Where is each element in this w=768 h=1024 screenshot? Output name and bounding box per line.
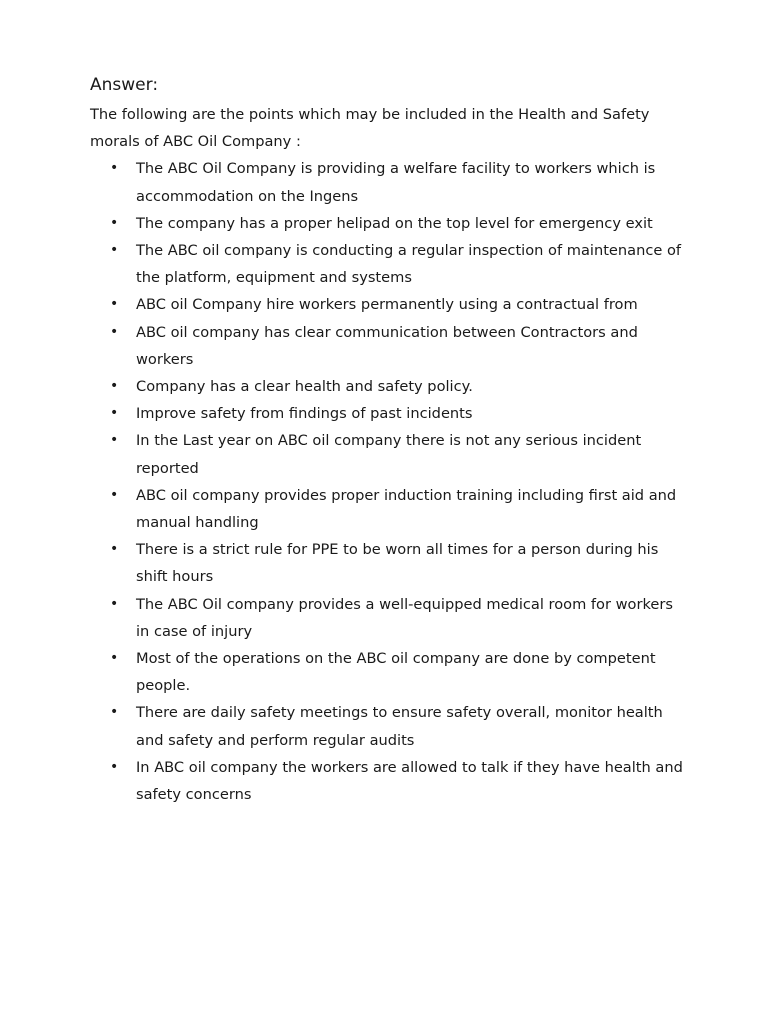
list-item <box>90 754 688 808</box>
list-item <box>90 427 688 481</box>
list-item-text: The ABC Oil company provides a well-equipped medical room for workers in case of injury <box>136 595 674 640</box>
list-item <box>90 400 688 427</box>
list-item-text: The ABC Oil Company is providing a welfare facility to workers which is accommodation on the Ingens <box>136 160 656 205</box>
list-item-text: There are daily safety meetings to ensure safety overall, monitor health and safety and perform regular audits <box>136 704 663 749</box>
bullet-icon: • <box>110 650 119 667</box>
list-item-text: ABC oil company has clear communication between Contractors and workers <box>136 323 638 368</box>
list-item <box>90 591 688 645</box>
bullet-icon: • <box>110 296 119 313</box>
list-item-text: There is a strict rule for PPE to be worn all times for a person during his shift hours <box>136 541 659 586</box>
bullet-icon: • <box>110 704 119 721</box>
bullet-icon: • <box>110 541 119 558</box>
bullet-icon: • <box>110 405 119 422</box>
list-item <box>90 699 688 753</box>
bullet-icon: • <box>110 486 119 503</box>
list-item-text: In ABC oil company the workers are allowed to talk if they have health and safety concerns <box>136 758 683 804</box>
list-item <box>90 645 688 699</box>
bullet-icon: • <box>110 378 119 395</box>
bullet-icon: • <box>110 432 119 449</box>
list-item-text: The company has a proper helipad on the top level for emergency exit <box>136 214 653 232</box>
list-item-text: Improve safety from findings of past incidents <box>136 405 473 423</box>
list-item <box>90 319 688 373</box>
list-item-text: In the Last year on ABC oil company there is not any serious incident reported <box>136 432 642 477</box>
list-item-text: Company has a clear health and safety policy. <box>136 378 473 396</box>
list-item-text: ABC oil company provides proper induction training including first aid and manual handling <box>136 486 677 532</box>
list-item <box>90 536 688 590</box>
list-item <box>90 482 688 536</box>
list-item <box>90 155 688 209</box>
bullet-icon: • <box>110 242 119 259</box>
list-item-text: ABC oil Company hire workers permanently using a contractual from <box>136 296 638 314</box>
bullet-icon: • <box>110 160 119 177</box>
list-item-text: The ABC oil company is conducting a regular inspection of maintenance of the platform, equipment and systems <box>136 242 682 287</box>
intro-paragraph: The following are the points which may be included in the Health and Safety morals of ABC Oil Company : <box>90 106 650 151</box>
list-item <box>90 237 688 291</box>
list-item <box>90 373 688 400</box>
list-item-text: Most of the operations on the ABC oil company are done by competent people. <box>136 650 656 695</box>
bullet-icon: • <box>110 323 119 340</box>
bullet-icon: • <box>110 758 119 775</box>
list-item <box>90 210 688 237</box>
points-list <box>90 155 688 808</box>
list-item <box>90 291 688 318</box>
answer-heading: Answer: <box>90 75 159 95</box>
bullet-icon: • <box>110 595 119 612</box>
bullet-icon: • <box>110 214 119 231</box>
